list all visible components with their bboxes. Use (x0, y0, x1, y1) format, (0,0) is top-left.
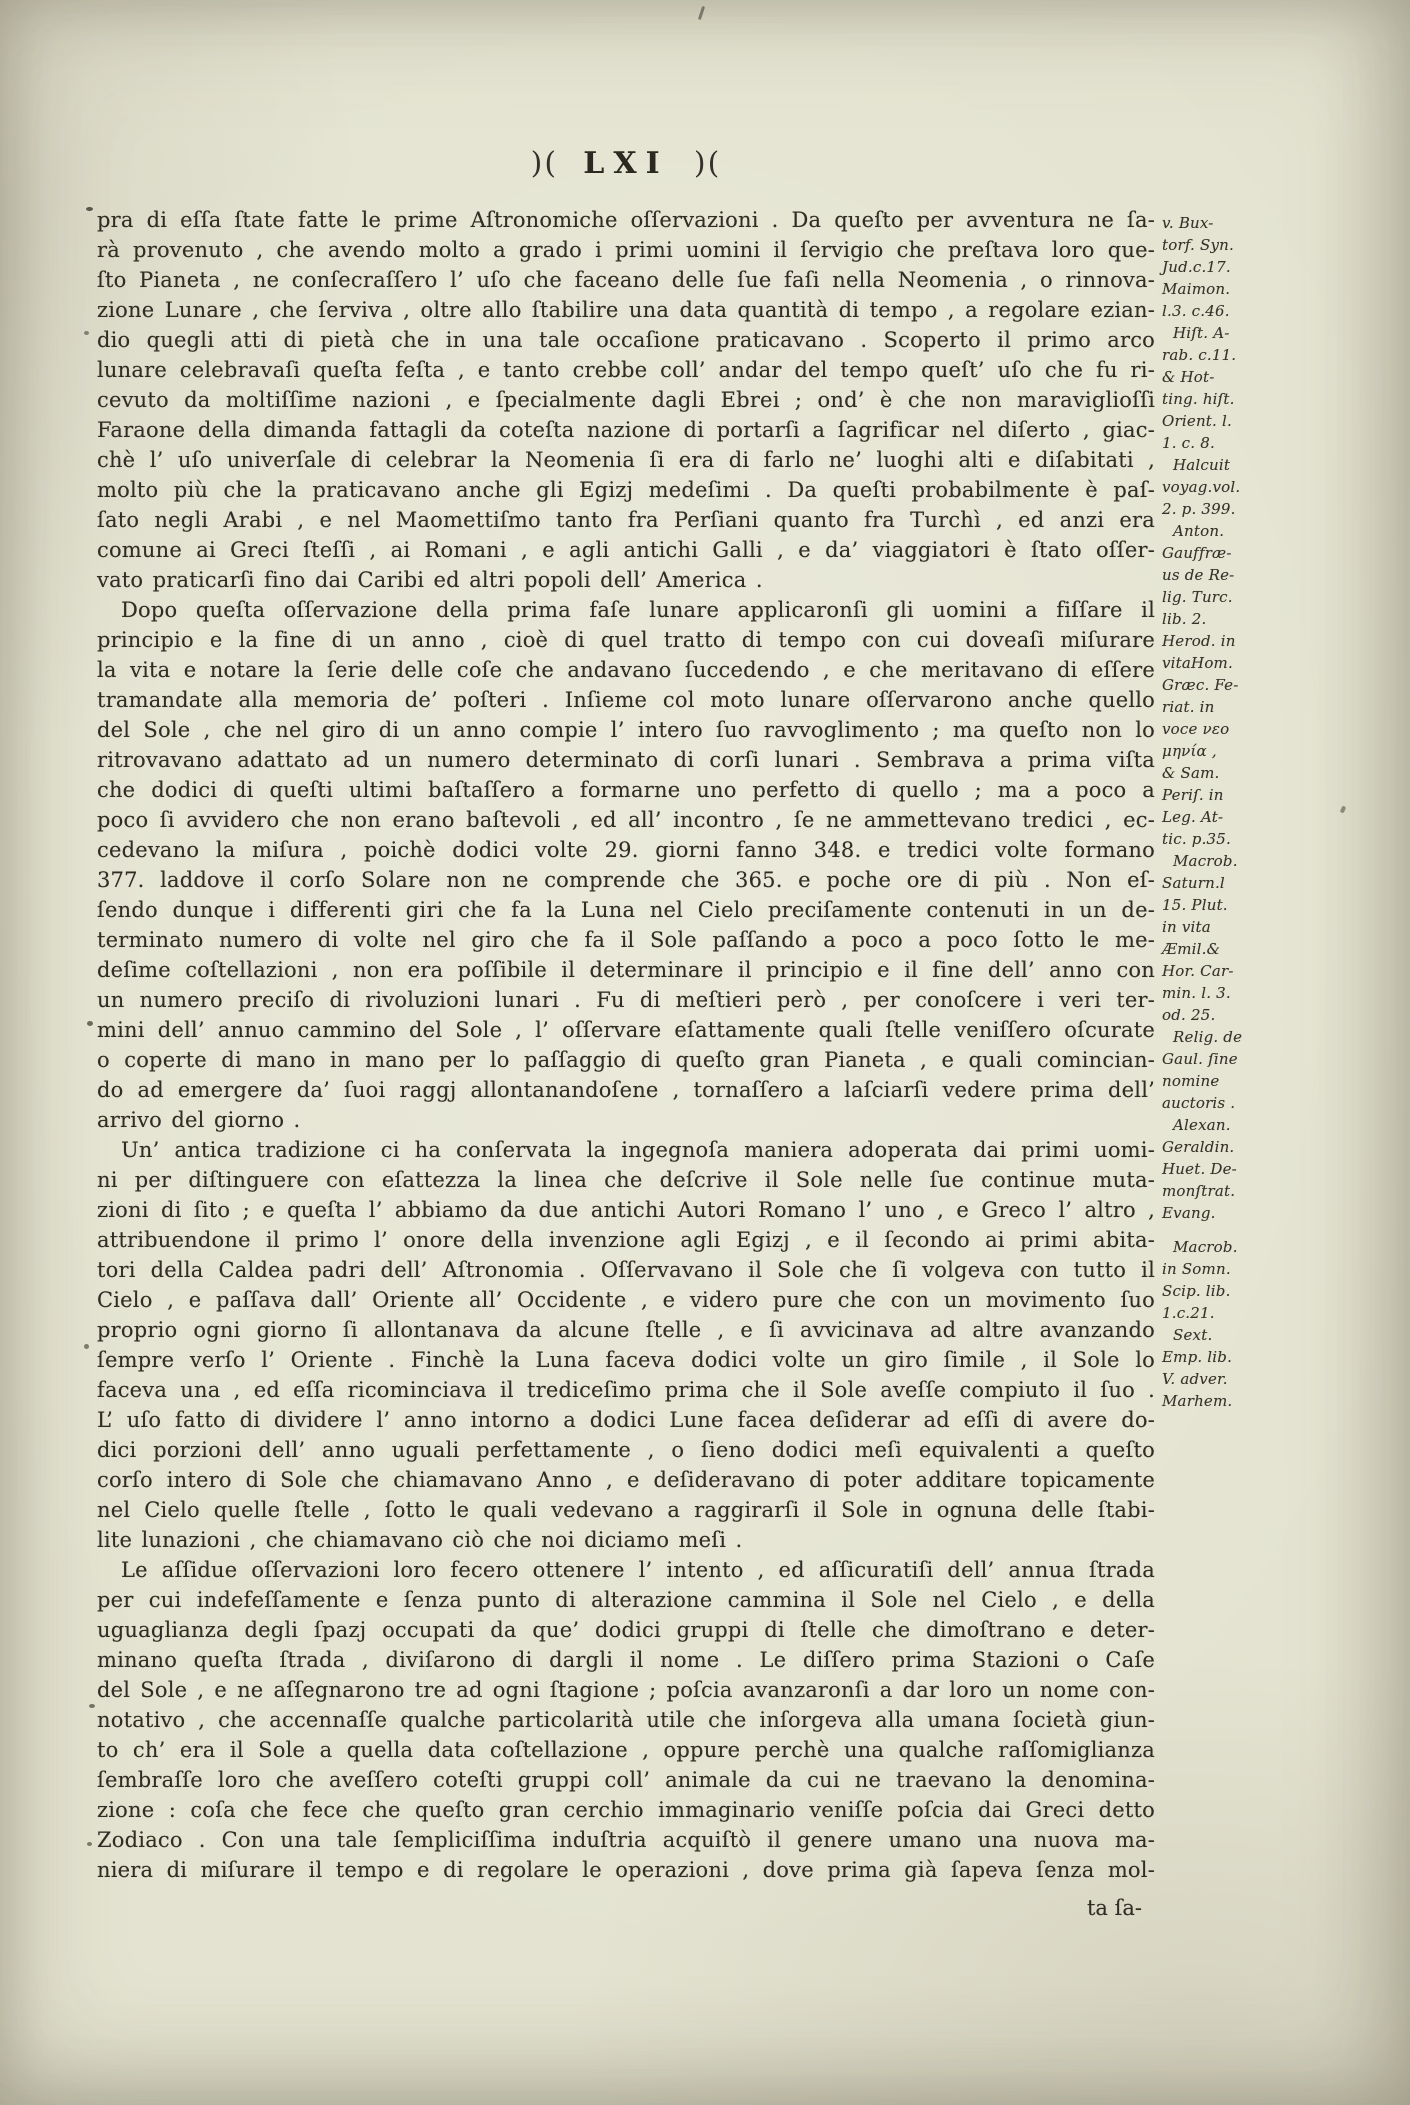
margin-notes (1162, 212, 1288, 1412)
catchword-row (95, 1893, 1142, 1923)
text-line: Un’ antica tradizione ci ha conſervata la ingegnoſa maniera adoperata dai primi uomi- (121, 1138, 1155, 1162)
margin-note-line: Halcuit (1173, 456, 1231, 474)
text-line: deſime coſtellazioni , non era poſſibile il determinare il principio e il fine dell’ anno con (97, 958, 1155, 982)
text-line: proprio ogni giorno ſi allontanava da alcune ſtelle , e ſi avvicinava ad altre avanzando (97, 1318, 1155, 1342)
margin-note-line: rab. c.11. (1162, 346, 1237, 364)
margin-note-line: l.3. c.46. (1162, 302, 1230, 320)
header-right-bracket-icon: )( (693, 146, 722, 181)
text-line: Le aſſidue oſſervazioni loro fecero ottenere l’ intento , ed aſſicuratiſi dell’ annua ſtrada (121, 1558, 1155, 1582)
margin-note-line: 2. p. 399. (1162, 500, 1236, 518)
text-line: ſembraſſe loro che aveſſero coteſti gruppi coll’ animale da cui ne traevano la denomina- (97, 1768, 1155, 1792)
text-line: pra di eſſa ſtate fatte le prime Aſtronomiche oſſervazioni . Da queſto per avventura ne ſa- (97, 208, 1155, 232)
margin-note-line: riat. in (1162, 698, 1215, 716)
margin-note-line: Leg. At- (1162, 808, 1224, 826)
margin-note-line: min. l. 3. (1162, 984, 1231, 1002)
text-line: lite lunazioni , che chiamavano ciò che noi diciamo meſi . (97, 1528, 743, 1552)
text-line: nel Cielo quelle ſtelle , ſotto le quali vedevano a raggirarſi il Sole in ognuna delle ſtabi- (97, 1498, 1155, 1522)
ink-speck (87, 1021, 93, 1026)
margin-note-line: Scip. lib. (1162, 1282, 1231, 1300)
ink-speck (84, 1344, 89, 1349)
margin-note-line: Æmil.& (1162, 940, 1221, 958)
margin-note-line: Relig. de (1173, 1028, 1243, 1046)
text-line: lunare celebravaſi queſta feſta , e tanto crebbe coll’ andar del tempo queſt’ uſo che fu ri- (97, 358, 1155, 382)
text-line: zione Lunare , che ſerviva , oltre allo ſtabilire una data quantità di tempo , a regolare ezian- (97, 298, 1155, 322)
margin-note-line: Sext. (1173, 1326, 1213, 1344)
margin-note-line: Periſ. in (1162, 786, 1224, 804)
margin-note-line: & Hot- (1162, 368, 1215, 386)
text-line: che dodici di queſti ultimi baſtaſſero a formarne uno perfetto di quello ; ma a poco a (97, 778, 1155, 802)
margin-note-line: Huet. De- (1162, 1160, 1237, 1178)
margin-note-line: V. adver. (1162, 1370, 1228, 1388)
text-line: ritrovavano adattato ad un numero determinato di corſi lunari . Sembrava a prima viſta (97, 748, 1155, 772)
margin-note-line: Macrob. (1173, 1238, 1238, 1256)
margin-note-line: auctoris . (1162, 1094, 1236, 1112)
margin-note-line: lig. Turc. (1162, 588, 1233, 606)
text-line: rà provenuto , che avendo molto a grado i primi uomini il ſervigio che preſtava loro que- (97, 238, 1155, 262)
text-line: 377. laddove il corſo Solare non ne comprende che 365. e poche ore di più . Non eſ- (97, 868, 1155, 892)
catchword: ta ſa- (1086, 1896, 1142, 1920)
text-line: zione : coſa che fece che queſto gran cerchio immaginario veniſſe poſcia dai Greci detto (97, 1798, 1155, 1822)
body-text (97, 205, 1155, 1885)
margin-note-line: Anton. (1173, 522, 1225, 540)
margin-note-line: Alexan. (1173, 1116, 1231, 1134)
margin-note-line: torf. Syn. (1162, 236, 1234, 254)
text-line: molto più che la praticavano anche gli Egizj medeſimi . Da queſti probabilmente è paſ- (97, 478, 1155, 502)
text-line: un numero preciſo di rivoluzioni lunari . Fu di meſtieri però , per conoſcere i veri ter- (97, 988, 1155, 1012)
margin-note-line: od. 25. (1162, 1006, 1216, 1024)
margin-note-line: Maimon. (1162, 280, 1231, 298)
margin-note-line: Græc. Fe- (1162, 676, 1239, 694)
text-line: per cui indefeſſamente e ſenza punto di alterazione cammina il Sole nel Cielo , e della (97, 1588, 1155, 1612)
ink-speck (1340, 805, 1347, 813)
margin-note-line: Evang. (1162, 1204, 1216, 1222)
margin-note-line: Marhem. (1162, 1392, 1233, 1410)
margin-note-line: in vita (1162, 918, 1211, 936)
margin-note-line: voyag.vol. (1162, 478, 1241, 496)
text-line: comune ai Greci ſteſſi , ai Romani , e agli antichi Galli , e da’ viaggiatori è ſtato oſſer- (97, 538, 1155, 562)
margin-note-line: 1. c. 8. (1162, 434, 1215, 452)
text-line: dici porzioni dell’ anno uguali perfettamente , o ſieno dodici meſi equivalenti a queſto (97, 1438, 1155, 1462)
margin-note-line: 1.c.21. (1162, 1304, 1215, 1322)
ink-speck (86, 207, 93, 211)
text-line: la vita e notare la ſerie delle coſe che andavano ſuccedendo , e che meritavano di eſſere (97, 658, 1155, 682)
text-line: ſendo dunque i differenti giri che fa la Luna nel Cielo preciſamente contenuti in un de- (97, 898, 1155, 922)
margin-note-line: vitaHom. (1162, 654, 1233, 672)
margin-note-line: Hor. Car- (1162, 962, 1234, 980)
margin-note-line: Jud.c.17. (1162, 258, 1231, 276)
text-line: zioni di ſito ; e queſta l’ abbiamo da due antichi Autori Romano l’ uno , e Greco l’ altro , (97, 1198, 1155, 1222)
text-line: poco ſi avvidero che non erano baſtevoli , ed all’ incontro , ſe ne ammettevano tredici , ec- (97, 808, 1155, 832)
margin-note-line: voce νεο (1162, 720, 1230, 738)
text-line: ſto Pianeta , ne conſecraſſero l’ uſo che faceano delle ſue faſi nella Neomenia , o rinnova- (97, 268, 1155, 292)
text-line: tramandate alla memoria de’ poſteri . Inſieme col moto lunare oſſervarono anche quello (97, 688, 1155, 712)
text-line: tori della Caldea padri dell’ Aſtronomia . Oſſervavano il Sole che ſi volgeva con tutto il (97, 1258, 1155, 1282)
text-line: niera di miſurare il tempo e di regolare le operazioni , dove prima già ſapeva ſenza mol- (97, 1858, 1155, 1882)
text-line: uguaglianza degli ſpazj occupati da que’ dodici gruppi di ſtelle che dimoſtrano e deter- (97, 1618, 1155, 1642)
margin-note-line: us de Re- (1162, 566, 1235, 584)
text-line: L’ uſo fatto di dividere l’ anno intorno a dodici Lune facea deſiderar ad eſſi di avere do- (97, 1408, 1155, 1432)
text-line: Faraone della dimanda fattagli da coteſta nazione di portarſi a ſagrificar nel diſerto , giac- (97, 418, 1155, 442)
margin-note-line: Macrob. (1173, 852, 1238, 870)
text-line: ni per diſtinguere con eſattezza la linea che deſcrive il Sole nelle ſue continue muta- (97, 1168, 1155, 1192)
margin-note-line: Gauffræ- (1162, 544, 1232, 562)
text-line: principio e la fine di un anno , cioè di quel tratto di tempo con cui doveaſi miſurare (97, 628, 1155, 652)
margin-note-line: tic. p.35. (1162, 830, 1231, 848)
text-line: chè l’ uſo univerſale di celebrar la Neomenia ſi era di farlo ne’ luoghi alti e diſabitati , (97, 448, 1155, 472)
text-line: ſempre verſo l’ Oriente . Finchè la Luna faceva dodici volte un giro ſimile , il Sole lo (97, 1348, 1155, 1372)
margin-note-line: & Sam. (1162, 764, 1220, 782)
ink-speck (89, 1704, 95, 1708)
header-left-bracket-icon: )( (530, 146, 559, 181)
text-line: o coperte di mano in mano per lo paſſaggio di queſto gran Pianeta , e quali comincian- (97, 1048, 1155, 1072)
margin-note-line: Saturn.l (1162, 874, 1225, 892)
text-line: arrivo del giorno . (97, 1108, 301, 1132)
text-line: del Sole , che nel giro di un anno compie l’ intero ſuo ravvoglimento ; ma queſto non lo (97, 718, 1155, 742)
text-line: cedevano la miſura , poichè dodici volte 29. giorni fanno 348. e tredici volte formano (97, 838, 1155, 862)
ink-speck (698, 6, 705, 20)
margin-note-line: Herod. in (1162, 632, 1236, 650)
text-line: vato praticarſi fino dai Caribi ed altri popoli dell’ America . (97, 568, 763, 592)
text-line: terminato numero di volte nel giro che fa il Sole paſſando a poco a poco ſotto le me- (97, 928, 1155, 952)
text-line: faceva una , ed eſſa ricominciava il trediceſimo prima che il Sole aveſſe compiuto il ſuo . (97, 1378, 1155, 1402)
margin-note-line: Geraldin. (1162, 1138, 1235, 1156)
margin-note-line: Orient. l. (1162, 412, 1232, 430)
margin-note-line: ting. hiſt. (1162, 390, 1235, 408)
text-line: minano queſta ſtrada , diviſarono di dargli il nome . Le diſſero prima Stazioni o Caſe (97, 1648, 1155, 1672)
margin-note-line: Emp. lib. (1162, 1348, 1233, 1366)
margin-note-line: 15. Plut. (1162, 896, 1228, 914)
margin-note-line: v. Bux- (1162, 214, 1214, 232)
ink-speck (87, 1842, 92, 1846)
margin-note-line: Gaul. ſine (1162, 1050, 1238, 1068)
margin-note-line: in Somn. (1162, 1260, 1231, 1278)
text-line: cevuto da moltiſſime nazioni , e ſpecialmente dagli Ebrei ; ond’ è che non maraviglioſſi (97, 388, 1155, 412)
text-line: Cielo , e paſſava dall’ Oriente all’ Occidente , e videro pure che con un movimento ſuo (97, 1288, 1155, 1312)
text-line: Zodiaco . Con una tale ſempliciſſima induſtria acquiſtò il genere umano una nuova ma- (97, 1828, 1155, 1852)
text-line: dio quegli atti di pietà che in una tale occaſione praticavano . Scoperto il primo arco (97, 328, 1155, 352)
page-number: LXI (583, 146, 669, 181)
text-line: to ch’ era il Sole a quella data coſtellazione , oppure perchè una qualche raſſomiglianza (97, 1738, 1155, 1762)
margin-note-line: nomine (1162, 1072, 1220, 1090)
page-header (95, 146, 1157, 181)
text-line: notativo , che accennaſſe qualche particolarità utile che inſorgeva alla umana ſocietà giun- (97, 1708, 1155, 1732)
text-line: do ad emergere da’ ſuoi raggj allontanandoſene , tornaſſero a laſciarſi vedere prima dell’ (97, 1078, 1155, 1102)
text-line: ſato negli Arabi , e nel Maomettiſmo tanto fra Perſiani quanto fra Turchì , ed anzi era (97, 508, 1155, 532)
margin-note-line: μηνία , (1162, 742, 1217, 760)
text-line: del Sole , e ne aſſegnarono tre ad ogni ſtagione ; poſcia avanzaronſi a dar loro un nome con- (97, 1678, 1155, 1702)
text-line: Dopo queſta oſſervazione della prima faſe lunare applicaronſi gli uomini a fiſſare il (121, 598, 1155, 622)
margin-note-line: lib. 2. (1162, 610, 1207, 628)
text-line: attribuendone il primo l’ onore della invenzione agli Egizj , e il ſecondo ai primi abita- (97, 1228, 1155, 1252)
ink-speck (84, 331, 89, 335)
text-line: corſo intero di Sole che chiamavano Anno , e deſideravano di poter additare topicamente (97, 1468, 1155, 1492)
text-line: mini dell’ annuo cammino del Sole , l’ oſſervare eſattamente quali ſtelle veniſſero oſcurate (97, 1018, 1155, 1042)
margin-note-line: Hiſt. A- (1173, 324, 1230, 342)
margin-note-line: monſtrat. (1162, 1182, 1236, 1200)
